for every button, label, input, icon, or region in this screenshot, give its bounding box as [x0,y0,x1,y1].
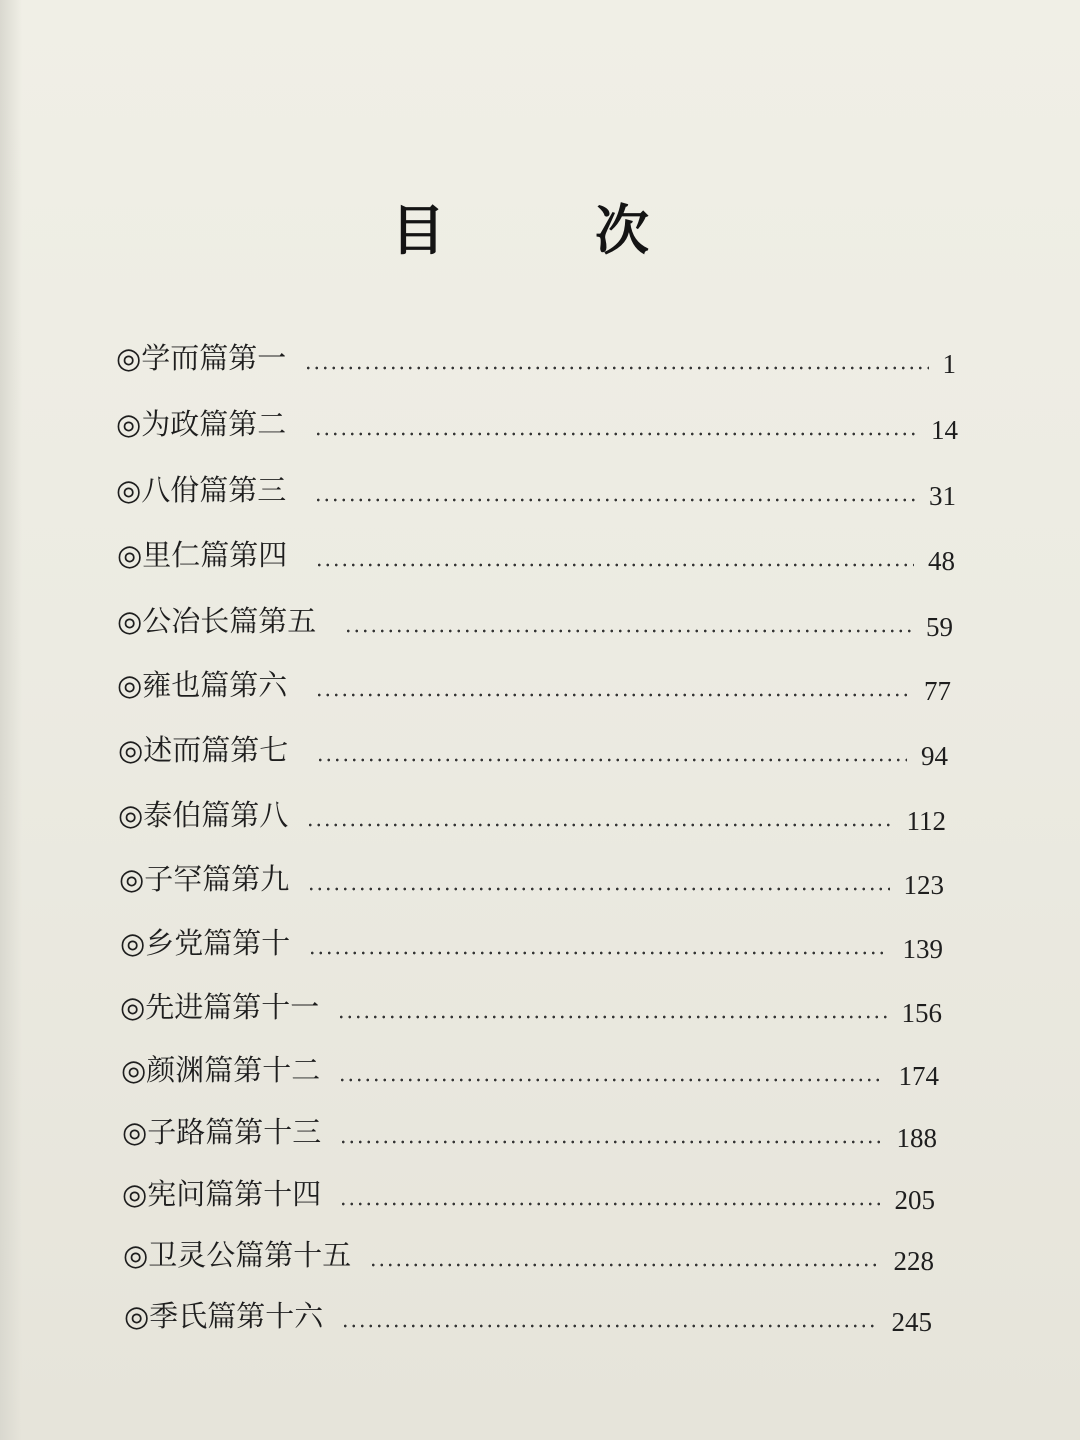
toc-entry [117,593,953,641]
toc-entry-page: 112 [906,806,946,836]
dot-leader [316,758,907,762]
toc-entry-page: 188 [896,1123,937,1153]
dot-leader [304,366,928,370]
toc-entry-label: ◎为政篇第二 [116,407,287,441]
toc-entry-page: 1 [942,349,956,379]
dot-leader [337,1015,887,1019]
toc-entry [120,915,943,963]
toc-entry [118,787,946,835]
toc-entry [116,330,956,378]
dot-leader [306,823,892,827]
dot-leader [339,1140,882,1144]
toc-entry [118,722,948,770]
toc-entry [122,1166,935,1214]
dot-leader [338,1078,884,1082]
dot-leader [308,951,888,955]
toc-entry [119,851,944,899]
toc-entry-label: ◎季氏篇第十六 [124,1299,324,1333]
toc-entry-label: ◎学而篇第一 [116,341,287,375]
toc-entry-page: 94 [921,741,948,771]
toc-entry-page: 139 [902,934,943,964]
toc-entry-label: ◎乡党篇第十 [120,926,291,960]
toc-entry-label: ◎八佾篇第三 [116,473,287,507]
toc-entry-page: 228 [893,1246,934,1276]
toc-entry-page: 14 [931,415,958,445]
dot-leader [369,1263,879,1267]
toc-entry [123,1227,934,1275]
toc-entry [121,1042,939,1090]
toc-entry-label: ◎颜渊篇第十二 [121,1053,321,1087]
dot-leader [344,629,912,633]
toc-entry-label: ◎子路篇第十三 [122,1115,322,1149]
toc-entry-label: ◎泰伯篇第八 [118,798,289,832]
toc-entry-page: 174 [898,1061,939,1091]
dot-leader [307,887,889,891]
dot-leader [314,432,917,436]
dot-leader [314,498,915,502]
dot-leader [339,1202,880,1206]
toc-entry-page: 123 [903,870,944,900]
toc-entry [117,657,951,705]
dot-leader [315,693,910,697]
toc-entry-page: 205 [894,1185,935,1215]
toc-entry [122,1104,937,1152]
dot-leader [341,1324,877,1328]
toc-entry-label: ◎卫灵公篇第十五 [123,1238,352,1272]
toc-entry [124,1288,932,1336]
toc-entry-label: ◎述而篇第七 [118,733,289,767]
toc-entry-page: 156 [901,998,942,1028]
toc-entry [116,396,958,444]
toc-entry [116,462,956,510]
toc-entry-page: 48 [928,546,955,576]
toc-entry-page: 59 [926,612,953,642]
page-title: 目 次 [391,198,697,262]
toc-entry-label: ◎先进篇第十一 [120,990,320,1024]
toc-entry [117,527,955,575]
toc-entry-label: ◎雍也篇第六 [117,668,288,702]
toc-entry-page: 31 [929,481,956,511]
toc-entry-label: ◎子罕篇第九 [119,862,290,896]
dot-leader [315,563,914,567]
toc-entry-label: ◎里仁篇第四 [117,538,288,572]
toc-entry-label: ◎公冶长篇第五 [117,604,317,638]
toc-entry-page: 245 [891,1307,932,1337]
toc-entry-label: ◎宪问篇第十四 [122,1177,322,1211]
toc-entry-page: 77 [924,676,951,706]
toc-entry [120,979,942,1027]
